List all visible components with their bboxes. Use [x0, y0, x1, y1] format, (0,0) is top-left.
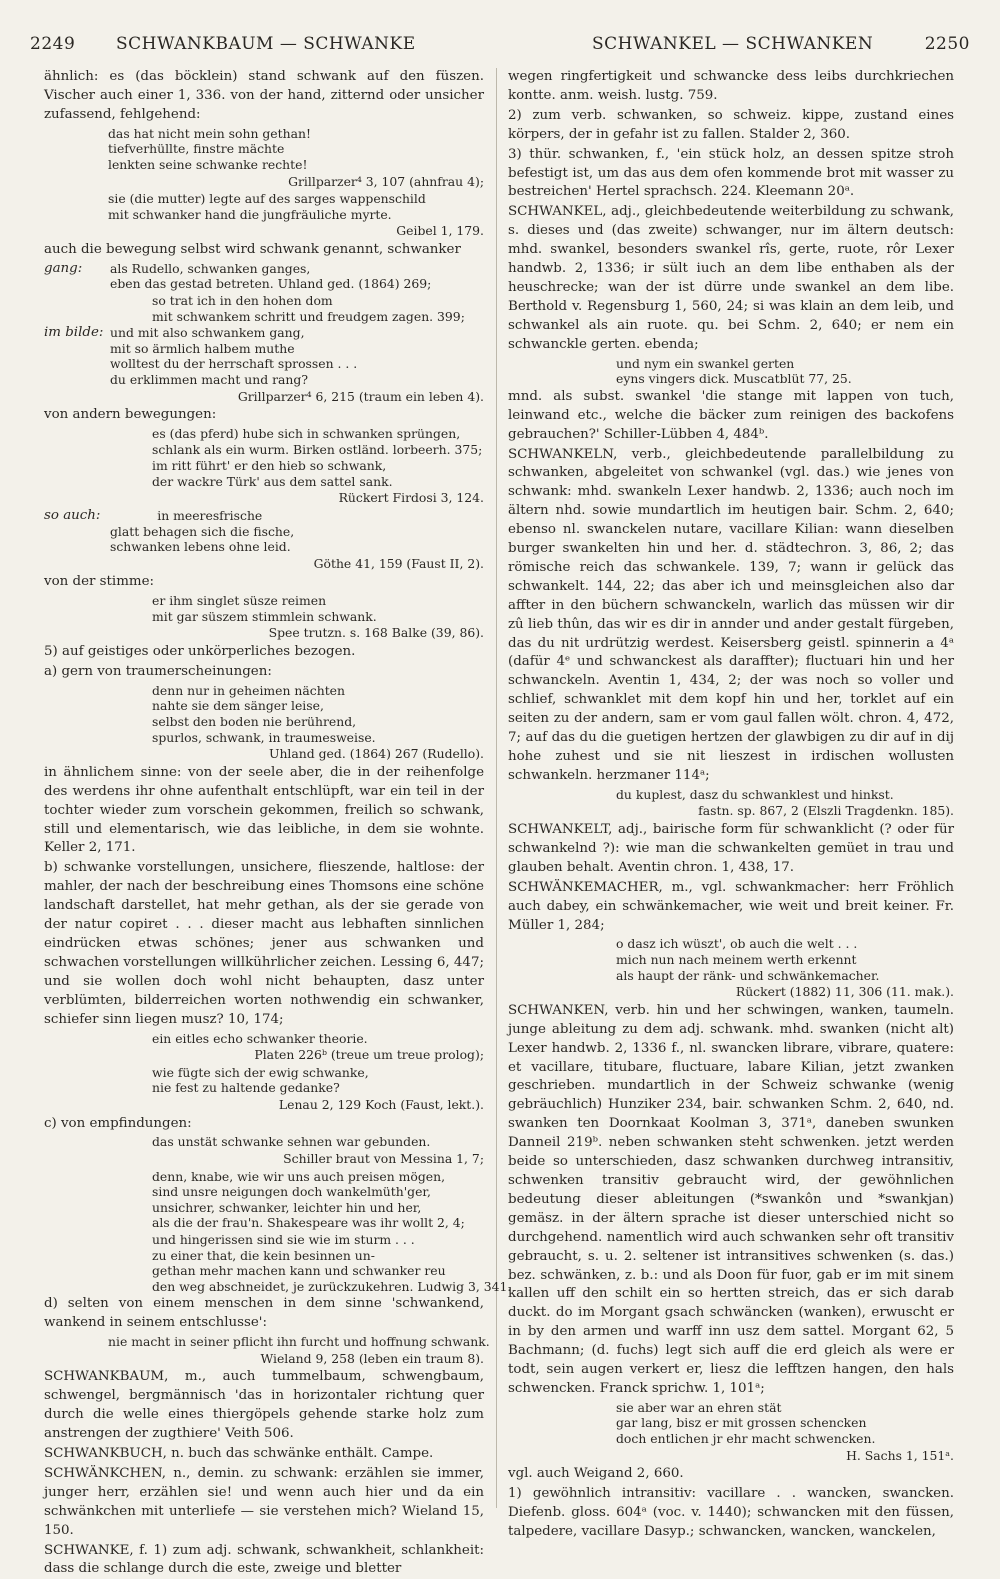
citation: Göthe 41, 159 (Faust II, 2).	[44, 556, 484, 572]
verse-quotation: so trat ich in den hohen dom mit schwankem schritt und freudgem zagen. 399;	[44, 293, 484, 324]
entry-paragraph: 2) zum verb. schwanken, so schweiz. kippe, zustand eines körpers, der in gefahr ist zu fallen. Stalder 2, 360.	[508, 107, 954, 145]
usage-label: gang:	[44, 261, 110, 293]
citation: Rückert Firdosi 3, 124.	[44, 490, 484, 506]
entry-paragraph: vgl. auch Weigand 2, 660.	[508, 1465, 954, 1484]
verse-quotation: nie macht in seiner pflicht ihn furcht und hoffnung schwank.	[44, 1334, 484, 1350]
left-column	[44, 68, 484, 1508]
left-page-number: 2249	[30, 34, 75, 54]
right-running-title: SCHWANKEL — SCHWANKEN	[592, 34, 873, 54]
verse-quotation: es (das pferd) hube sich in schwanken sprüngen, schlank als ein wurm. Birken ostländ. lorbeerh. 375;	[44, 426, 484, 457]
entry-paragraph: 3) thür. schwanken, f., 'ein stück holz, an dessen spitze stroh befestigt ist, um das aus dem ofen kommende brot mit wasser zu bestreichen' Hertel sprachsch. 224. Kleemann 20ᵃ.	[508, 146, 954, 203]
citation: Wieland 9, 258 (leben ein traum 8).	[44, 1351, 484, 1367]
verse-quotation: wie fügte sich der ewig schwanke, nie fest zu haltende gedanke?	[44, 1065, 484, 1096]
quotation-with-label	[44, 325, 484, 388]
verse-quotation: denn nur in geheimen nächten nahte sie dem sänger leise, selbst den boden nie berührend, spurlos, schwank, in traumesweise.	[44, 683, 484, 745]
verse-quotation: o dasz ich wüszt', ob auch die welt . . . mich nun nach meinem werth erkennt als haupt der ränk- und schwänkemacher.	[508, 936, 954, 983]
verse-quotation: in meeresfrische glatt behagen sich die fische, schwanken lebens ohne leid.	[110, 508, 484, 555]
verse-quotation: und hingerissen sind sie wie im sturm . . . zu einer that, die kein besinnen un- gethan mehr machen kann und schwanker reu den weg abschneidet, je zurückzukehren. Ludwig 3, 341.	[44, 1232, 484, 1294]
entry-paragraph: 5) auf geistiges oder unkörperliches bezogen.	[44, 643, 484, 662]
verse-quotation: du kuplest, dasz du schwanklest und hinkst.	[508, 787, 954, 803]
entry-paragraph: 1) gewöhnlich intransitiv: vacillare . . wancken, swancken. Diefenb. gloss. 604ᵃ (voc. v. 1440); schwancken mit den füssen, talpedere, vacillare Dasyp.; schwancken, wancken, wanckelen,	[508, 1485, 954, 1542]
verse-quotation: denn, knabe, wie wir uns auch preisen mögen, sind unsre neigungen doch wankelmüth'ger, unsichrer, schwanker, leichter hin und her, als die der frau'n. Shakespeare was ihr wollt 2, 4;	[44, 1169, 484, 1231]
entry-paragraph: SCHWANKEN, verb. hin und her schwingen, wanken, taumeln. junge ableitung zu dem adj. schwank. mhd. swanken (nicht alt) Lexer handwb. 2, 1336 f., nl. swancken librare, vibrare, quatere: et vacillare, titubare, fluctuare, labare Kilian, jetzt zwanken geschrieben. mundartlich in der Schweiz schwanke (wenig gebräuchlich) Hunziker 234, bair. schwanken Schm. 2, 640, nd. swanken ten Doornkaat Koolman 3, 371ᵃ, daneben swunken Danneil 219ᵇ. neben schwanken steht schwenken. jetzt werden beide so unterschieden, dasz schwanken durchweg intransitiv, schwenken transitiv gebraucht wird, der gewöhnlichen bedeutung dieser ableitungen (*swankôn und *swankjan) gemäsz. in der ältern sprache ist dieser unterschied nicht so durchgehend. namentlich wird auch schwanken sehr oft transitiv gebraucht, s. u. 2. seltener ist intransitives schwenken (s. das.) bez. schwänken, z. b.: und als Doon für fuor, gab er im mit sinem kallen uff den schilt ein so hertten streich, das er sich darab duckt. do im Morgant gsach schwäncken (wanken), erwuscht er in by den armen und warff inn usz dem sattel. Morgant 62, 5 Bachmann; (d. fuchs) legt sich auff die erd gleich als were er todt, sein augen verkert er, liesz die lefftzen hangen, den hals schwencken. Franck sprichw. 1, 101ᵃ;	[508, 1002, 954, 1399]
entry-paragraph: SCHWÄNKEMACHER, m., vgl. schwankmacher: herr Fröhlich auch dabey, ein schwänkemacher, wie weit und breit keiner. Fr. Müller 1, 284;	[508, 879, 954, 936]
verse-quotation: das unstät schwanke sehnen war gebunden.	[44, 1134, 484, 1150]
verse-quotation: ein eitles echo schwanker theorie.	[44, 1031, 484, 1047]
entry-paragraph: d) selten von einem menschen in dem sinne 'schwankend, wankend in seinem entschlusse':	[44, 1295, 484, 1333]
citation: Grillparzer⁴ 3, 107 (ahnfrau 4);	[44, 174, 484, 190]
running-header	[30, 34, 970, 60]
citation: Uhland ged. (1864) 267 (Rudello).	[44, 746, 484, 762]
entry-paragraph: von andern bewegungen:	[44, 406, 484, 425]
citation: Lenau 2, 129 Koch (Faust, lekt.).	[44, 1097, 484, 1113]
verse-quotation: sie aber war an ehren stät gar lang, bisz er mit grossen schencken doch entlichen jr ehr macht schwencken.	[508, 1400, 954, 1447]
entry-paragraph: SCHWÄNKCHEN, n., demin. zu schwank: erzählen sie immer, junger herr, erzählen sie! und wenn auch hier und da ein schwänkchen mit unterliefe — sie verstehen mich? Wieland 15, 150.	[44, 1465, 484, 1541]
right-page-number: 2250	[925, 34, 970, 54]
entry-paragraph: SCHWANKBUCH, n. buch das schwänke enthält. Campe.	[44, 1445, 484, 1464]
entry-paragraph: SCHWANKELN, verb., gleichbedeutende parallelbildung zu schwanken, abgeleitet von schwankel (vgl. das.) wie jenes von schwank: mhd. swankeln Lexer handwb. 2, 1336; auch noch im ältern nhd. sowie mundartlich im heutigen bair. Schm. 2, 640; ebenso nl. swanckelen nutare, vacillare Kilian: wann dieselben burger swankelten hin und her. d. städtechron. 3, 86, 2; das römische reich das schwankele. 139, 7; wann ir gelück das schwankelt. 144, 22; das aber ich und meinsgleichen also dar affter in den büchern schwanckeln, warlich das müssen wir dir zû lieb thûn, das wir es dir in annder und ander gestalt fürgeben, das du nit urdrützig werdest. Keisersberg geistl. spinnerin a 4ᵃ (dafür 4ᵉ und schwanckest als daraffter); fluctuari hin und her schwanckeln. Aventin 1, 434, 2; der was noch so voller und schlief, schwanklet mit dem kopf hin und her, torklet auf ein seiten zu der andern, sam er vom gaul fallen wölt. chron. 4, 472, 7; auf das du die guetigen hertzen der glawbigen zu dir auf in dij hohe zuhest und sie nit lieszest in irdischen wollusten schwankeln. herzmaner 114ᵃ;	[508, 446, 954, 786]
left-running-title: SCHWANKBAUM — SCHWANKE	[116, 34, 416, 54]
entry-paragraph: auch die bewegung selbst wird schwank genannt, schwanker	[44, 241, 484, 260]
entry-paragraph: SCHWANKE, f. 1) zum adj. schwank, schwankheit, schlankheit: dass die schlange durch die este, zweige und bletter	[44, 1542, 484, 1579]
citation: Spee trutzn. s. 168 Balke (39, 86).	[44, 625, 484, 641]
citation: Geibel 1, 179.	[44, 223, 484, 239]
entry-paragraph: SCHWANKEL, adj., gleichbedeutende weiterbildung zu schwank, s. dieses und (das zweite) schwanger, nur im ältern deutsch: mhd. swankel, besonders swankel rîs, gerte, ruote, rôr Lexer handwb. 2, 1336; ir sült iuch an dem libe enthaben als der heuschrecke; wan der ist dürre unde swankel an dem libe. Berthold v. Regensburg 1, 560, 24; si was klain an dem leib, und schwankel als ain ruote. qu. bei Schm. 2, 640; er nem ein schwanckle gerten. ebenda;	[508, 203, 954, 354]
quotation-with-label	[44, 508, 484, 556]
verse-quotation: das hat nicht mein sohn gethan! tiefverhüllte, finstre mächte lenkten seine schwanke rechte!	[44, 126, 484, 173]
entry-paragraph: von der stimme:	[44, 573, 484, 592]
quotation-with-label	[44, 261, 484, 293]
verse-quotation: er ihm singlet süsze reimen mit gar süszem stimmlein schwank.	[44, 593, 484, 624]
verse-quotation: im ritt führt' er den hieb so schwank, der wackre Türk' aus dem sattel sank.	[44, 458, 484, 489]
entry-paragraph: c) von empfindungen:	[44, 1115, 484, 1134]
usage-label: im bilde:	[44, 325, 110, 388]
entry-paragraph: b) schwanke vorstellungen, unsichere, flieszende, haltlose: der mahler, der nach der beschreibung eines Thomsons eine schöne landschaft darstellet, hat mehr gethan, als der sie gerade von der natur copiret . . . dieser macht aus lebhaften sinnlichen eindrücken etwas schönes; jener aus schwanken und schwachen vorstellungen willkührlicher zeichen. Lessing 6, 447; und sie wollen doch wohl nicht behaupten, dasz unter verblümten, bilderreichen worten nothwendig ein schwanker, schiefer sinn liegen musz? 10, 174;	[44, 859, 484, 1029]
citation: Rückert (1882) 11, 306 (11. mak.).	[508, 984, 954, 1000]
citation: fastn. sp. 867, 2 (Elszli Tragdenkn. 185).	[508, 803, 954, 819]
verse-quotation: und mit also schwankem gang, mit so ärmlich halbem muthe wolltest du der herrschaft sprossen . . . du erklimmen macht und rang?	[110, 325, 484, 387]
entry-paragraph: SCHWANKELT, adj., bairische form für schwanklicht (? oder für schwankelnd ?): wie man die schwankelten gemüet in trau und glauben behalt. Aventin chron. 1, 438, 17.	[508, 821, 954, 878]
verse-quotation: sie (die mutter) legte auf des sarges wappenschild mit schwanker hand die jungfräuliche myrte.	[44, 191, 484, 222]
entry-paragraph: SCHWANKBAUM, m., auch tummelbaum, schwengbaum, schwengel, bergmännisch 'das in horizontaler richtung quer durch die welle eines thiergöpels gehende starke holz zum anstrengen der zugthiere' Veith 506.	[44, 1368, 484, 1444]
right-column	[508, 68, 954, 1508]
citation: Grillparzer⁴ 6, 215 (traum ein leben 4).	[44, 389, 484, 405]
entry-paragraph: a) gern von traumerscheinungen:	[44, 663, 484, 682]
entry-paragraph: mnd. als subst. swankel 'die stange mit lappen von tuch, leinwand etc., welche die bäcker zum reinigen des backofens gebrauchen?' Schiller-Lübben 4, 484ᵇ.	[508, 388, 954, 445]
citation: Platen 226ᵇ (treue um treue prolog);	[44, 1047, 484, 1063]
entry-paragraph: wegen ringfertigkeit und schwancke dess leibs durchkriechen kontte. anm. weish. lustg. 759.	[508, 68, 954, 106]
entry-paragraph: in ähnlichem sinne: von der seele aber, die in der reihenfolge des werdens ihr ohne aufenthalt entschlüpft, war ein teil in der tochter wieder zum vorschein gekommen, freilich so schwank, still und elementarisch, wie das leibliche, in dem sie wohnte. Keller 2, 171.	[44, 764, 484, 859]
citation: H. Sachs 1, 151ᵃ.	[508, 1448, 954, 1464]
entry-paragraph: ähnlich: es (das böcklein) stand schwank auf den füszen. Vischer auch einer 1, 336. von der hand, zitternd oder unsicher zufassend, fehlgehend:	[44, 68, 484, 125]
verse-quotation: als Rudello, schwanken ganges, eben das gestad betreten. Uhland ged. (1864) 269;	[110, 261, 484, 292]
verse-quotation: und nym ein swankel gerten eyns vingers dick. Muscatblüt 77, 25.	[508, 356, 954, 387]
citation: Schiller braut von Messina 1, 7;	[44, 1151, 484, 1167]
usage-label: so auch:	[44, 508, 110, 556]
